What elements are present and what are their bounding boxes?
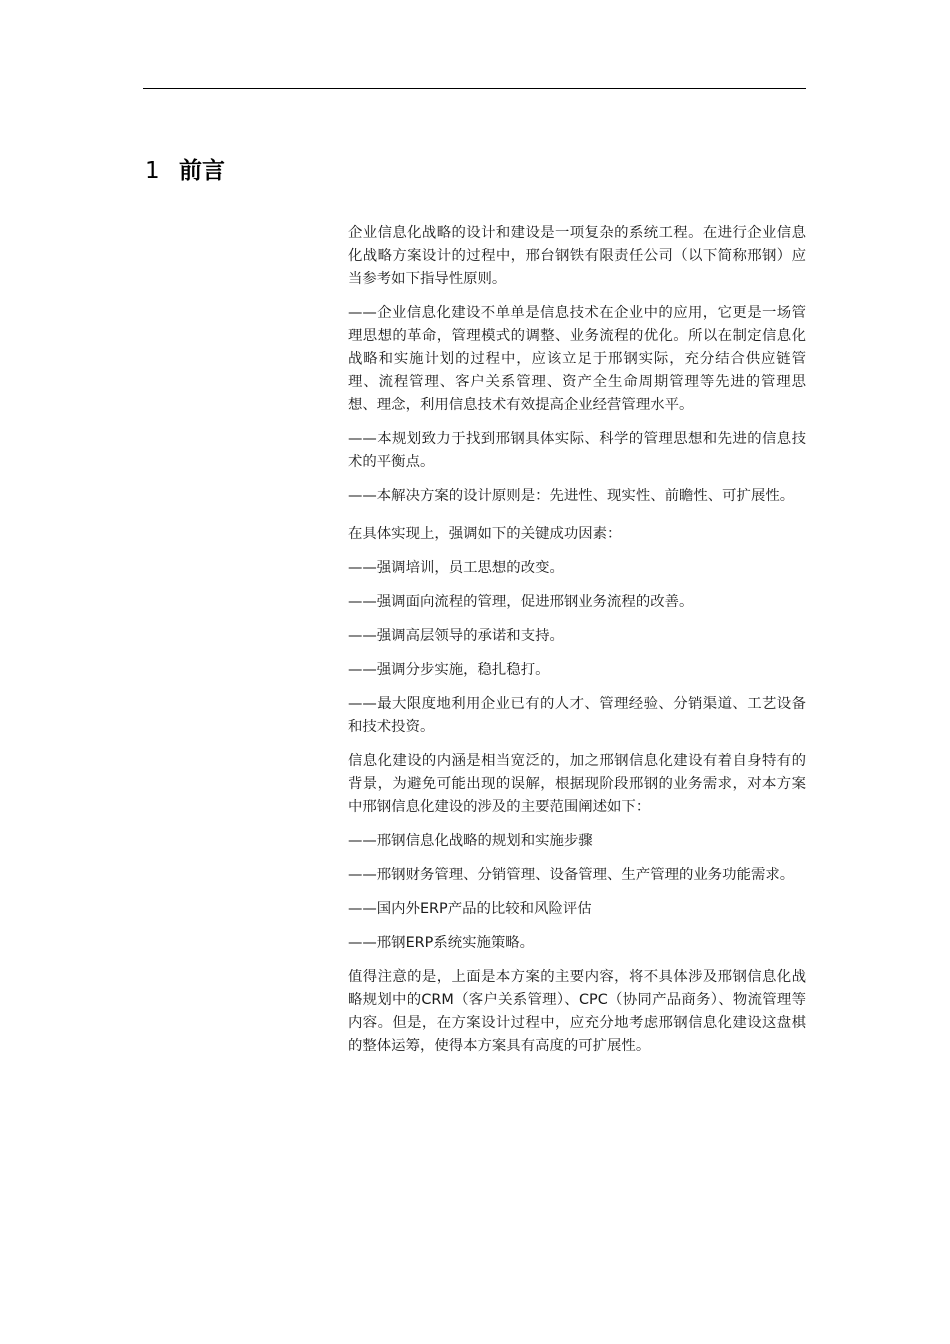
closing-paragraph: 值得注意的是，上面是本方案的主要内容，将不具体涉及邢钢信息化战略规划中的CRM（客户关系管理）、CPC（协同产品商务）、物流管理等内容。但是，在方案设计过程中，应充分地考虑邢钢信息化建设这盘棋的整体运筹，使得本方案具有高度的可扩展性。 xyxy=(348,969,806,1054)
principle-paragraph: ——本解决方案的设计原则是：先进性、现实性、前瞻性、可扩展性。 xyxy=(348,488,795,504)
chapter-number: 1 xyxy=(145,158,160,184)
intro-paragraph: 企业信息化战略的设计和建设是一项复杂的系统工程。在进行企业信息化战略方案设计的过程中，邢台钢铁有限责任公司（以下简称邢钢）应当参考如下指导性原则。 xyxy=(348,225,806,287)
success-factor-item: ——强调培训，员工思想的改变。 xyxy=(348,560,564,576)
scope-paragraph: 信息化建设的内涵是相当宽泛的，加之邢钢信息化建设有着自身特有的背景，为避免可能出现的误解，根据现阶段邢钢的业务需求，对本方案中邢钢信息化建设的涉及的主要范围阐述如下： xyxy=(348,753,806,815)
scope-item: ——国内外ERP产品的比较和风险评估 xyxy=(348,901,592,917)
principle-paragraph: ——企业信息化建设不单单是信息技术在企业中的应用，它更是一场管理思想的革命，管理模式的调整、业务流程的优化。所以在制定信息化战略和实施计划的过程中，应该立足于邢钢实际，充分结合供应链管理、流程管理、客户关系管理、资产全生命周期管理等先进的管理思想、理念，利用信息技术有效提高企业经营管理水平。 xyxy=(348,305,806,413)
header-rule xyxy=(143,88,806,89)
scope-item: ——邢钢ERP系统实施策略。 xyxy=(348,935,535,951)
success-factor-item: ——最大限度地利用企业已有的人才、管理经验、分销渠道、工艺设备和技术投资。 xyxy=(348,696,806,735)
success-factor-item: ——强调分步实施，稳扎稳打。 xyxy=(348,662,550,678)
body-text xyxy=(348,222,806,1069)
chapter-heading xyxy=(145,155,225,187)
principle-paragraph: ——本规划致力于找到邢钢具体实际、科学的管理思想和先进的信息技术的平衡点。 xyxy=(348,431,806,470)
scope-item: ——邢钢财务管理、分销管理、设备管理、生产管理的业务功能需求。 xyxy=(348,867,795,883)
success-factor-item: ——强调面向流程的管理，促进邢钢业务流程的改善。 xyxy=(348,594,694,610)
success-factor-item: ——强调高层领导的承诺和支持。 xyxy=(348,628,564,644)
scope-item: ——邢钢信息化战略的规划和实施步骤 xyxy=(348,833,593,849)
chapter-title: 前言 xyxy=(179,158,225,184)
success-factors-intro: 在具体实现上，强调如下的关键成功因素： xyxy=(348,526,622,542)
